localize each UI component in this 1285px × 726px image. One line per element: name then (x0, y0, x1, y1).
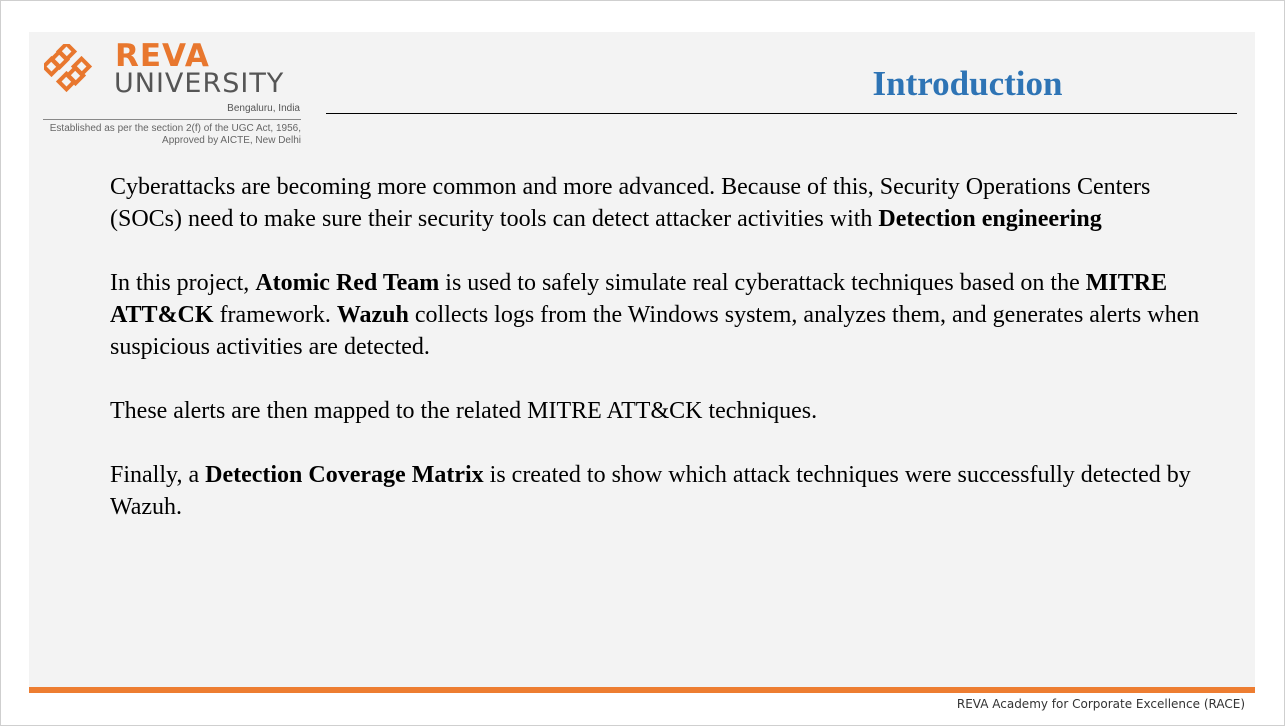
paragraph-2-text-1: In this project, (110, 270, 256, 296)
paragraph-4 (110, 459, 1210, 523)
slide-body (110, 171, 1210, 555)
paragraph-2-bold-3: Wazuh (336, 302, 409, 328)
paragraph-2-text-3: framework. (213, 302, 337, 328)
logo-location: Bengaluru, India (227, 103, 300, 114)
paragraph-2 (110, 267, 1210, 363)
paragraph-4-text-2: is created to show which attack techniques were successfully detected by Wazuh. (110, 462, 1191, 520)
logo-established (30, 123, 301, 147)
paragraph-3 (110, 395, 1210, 427)
logo-divider (43, 119, 301, 120)
paragraph-3-text-1: These alerts are then mapped to the related MITRE ATT&CK techniques. (110, 398, 818, 424)
footer-text: REVA Academy for Corporate Excellence (RACE) (956, 697, 1245, 711)
logo-name: REVA (115, 38, 210, 74)
logo-established-line2: Approved by AICTE, New Delhi (162, 135, 301, 146)
title-underline (326, 113, 1237, 114)
paragraph-2-bold-1: Atomic Red Team (255, 270, 440, 296)
logo-established-line1: Established as per the section 2(f) of the UGC Act, 1956, (49, 123, 301, 134)
paragraph-1-bold-1: Detection engineering (878, 206, 1102, 232)
reva-logo-icon (44, 44, 98, 98)
slide-title: Introduction (872, 64, 1063, 103)
paragraph-1-text-1: Cyberattacks are becoming more common and more advanced. Because of this, Security Operations Centers (SOCs) need to make sure their security tools can detect attacker activities with (110, 174, 1151, 232)
paragraph-4-text-1: Finally, a (110, 462, 206, 488)
paragraph-2-text-2: is used to safely simulate real cyberattack techniques based on the (439, 270, 1086, 296)
paragraph-2-text-4: collects logs from the Windows system, analyzes them, and generates alerts when suspicious activities are detected. (110, 302, 1200, 360)
paragraph-2-bold-2: MITRE ATT&CK (110, 270, 1168, 328)
paragraph-4-bold-1: Detection Coverage Matrix (205, 462, 484, 488)
paragraph-1 (110, 171, 1210, 235)
logo-subtitle: UNIVERSITY (114, 68, 285, 99)
footer-bar (29, 687, 1255, 693)
